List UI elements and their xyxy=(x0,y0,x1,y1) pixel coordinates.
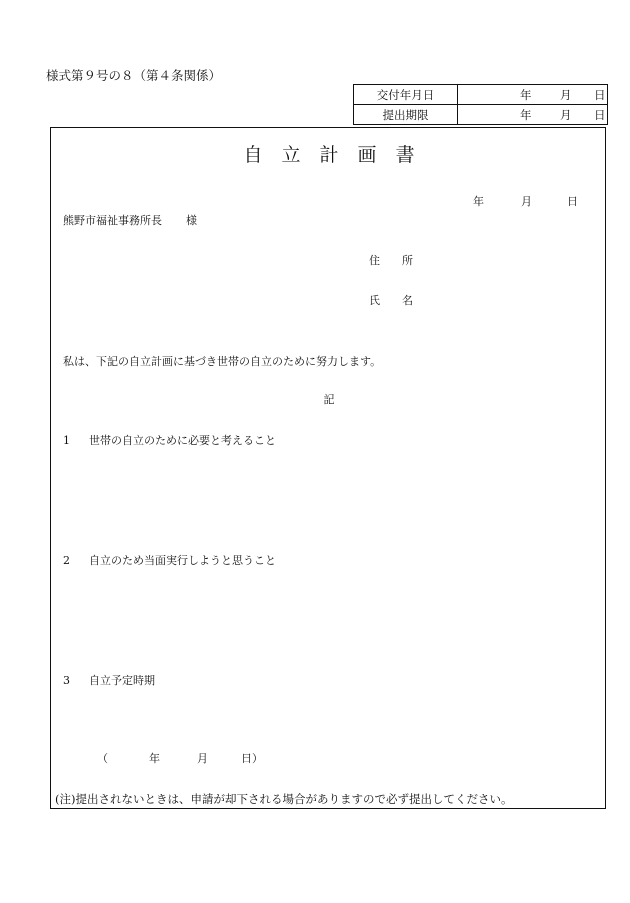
plan-form xyxy=(50,127,606,809)
deadline-day: 日 xyxy=(594,108,606,122)
name-label-1: 氏 xyxy=(369,294,380,307)
form-title: 自立計画書 xyxy=(243,144,434,166)
item-2[interactable] xyxy=(63,552,276,568)
issue-date-field[interactable] xyxy=(458,85,608,105)
ki-heading: 記 xyxy=(323,393,335,406)
deadline-year: 年 xyxy=(520,108,532,122)
item-1[interactable] xyxy=(63,432,276,448)
address-label-2: 所 xyxy=(402,254,413,267)
issue-date-month: 月 xyxy=(560,88,572,102)
date-table xyxy=(353,84,608,125)
deadline-row xyxy=(354,105,608,125)
submission-day: 日 xyxy=(567,195,578,208)
addressee-name: 熊野市福祉事務所長 xyxy=(63,214,162,227)
submission-year: 年 xyxy=(473,195,484,208)
issue-date-day: 日 xyxy=(594,88,606,102)
deadline-month: 月 xyxy=(560,108,572,122)
issue-date-label: 交付年月日 xyxy=(354,85,458,105)
name-label-2: 名 xyxy=(402,294,413,307)
pledge-statement: 私は、下記の自立計画に基づき世帯の自立のために努力します。 xyxy=(63,355,382,368)
period-day: 日） xyxy=(241,752,263,765)
address-field[interactable] xyxy=(369,252,413,268)
deadline-label: 提出期限 xyxy=(354,105,458,125)
name-field[interactable] xyxy=(369,292,413,308)
form-code: 様式第９号の８（第４条関係） xyxy=(46,68,222,83)
item-3[interactable] xyxy=(63,672,155,688)
issue-date-year: 年 xyxy=(520,88,532,102)
period-month: 月 xyxy=(197,752,208,765)
submission-month: 月 xyxy=(521,195,532,208)
deadline-field[interactable] xyxy=(458,105,608,125)
item-1-text: 世帯の自立のために必要と考えること xyxy=(89,434,276,447)
addressee-honorific: 様 xyxy=(186,214,197,227)
item-3-number: 3 xyxy=(63,674,70,687)
period-open-paren: （ xyxy=(97,752,108,765)
issue-date-row xyxy=(354,85,608,105)
period-year: 年 xyxy=(149,752,160,765)
item-2-number: 2 xyxy=(63,554,70,567)
footnote: (注)提出されないときは、申請が却下される場合がありますので必ず提出してください。 xyxy=(55,792,513,806)
item-1-number: 1 xyxy=(63,434,70,447)
item-2-text: 自立のため当面実行しようと思うこと xyxy=(89,554,276,567)
address-label-1: 住 xyxy=(369,254,380,267)
item-3-text: 自立予定時期 xyxy=(89,674,155,687)
addressee xyxy=(63,212,197,228)
